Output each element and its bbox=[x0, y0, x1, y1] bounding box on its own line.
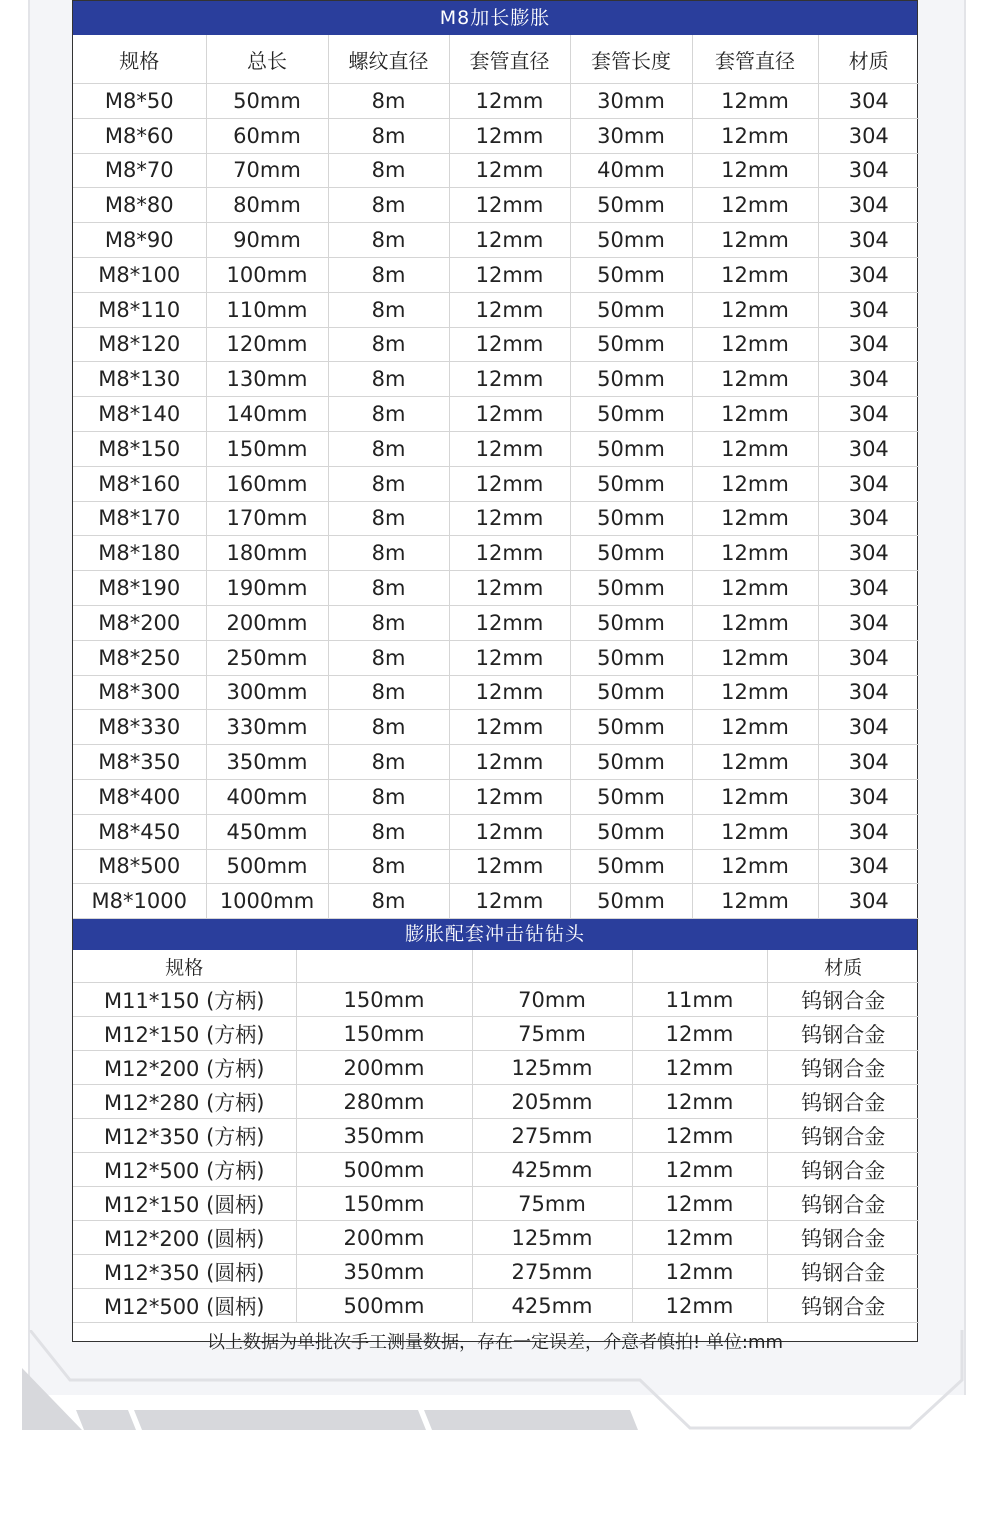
table-cell: 150mm bbox=[296, 1187, 472, 1221]
table-cell: 330mm bbox=[206, 710, 328, 745]
table-cell: 304 bbox=[818, 327, 919, 362]
table-row bbox=[73, 362, 919, 397]
table-row bbox=[73, 501, 919, 536]
table-cell: 130mm bbox=[206, 362, 328, 397]
table-cell: 304 bbox=[818, 571, 919, 606]
table-cell: 12mm bbox=[449, 431, 570, 466]
table-cell: 12mm bbox=[449, 362, 570, 397]
table-row bbox=[73, 292, 919, 327]
table-row bbox=[73, 605, 919, 640]
table-cell: 50mm bbox=[570, 257, 692, 292]
table-row bbox=[73, 1153, 919, 1187]
table-cell: 425mm bbox=[472, 1289, 632, 1323]
table-cell: 12mm bbox=[692, 571, 818, 606]
table1-header-cell: 螺纹直径 bbox=[328, 35, 449, 84]
table-cell: M8*200 bbox=[73, 605, 206, 640]
table-cell: 70mm bbox=[206, 153, 328, 188]
table-cell: 304 bbox=[818, 431, 919, 466]
table-cell: M12*350 (圆柄) bbox=[73, 1255, 296, 1289]
table-cell: 75mm bbox=[472, 1187, 632, 1221]
table-cell: 50mm bbox=[570, 292, 692, 327]
table-cell: 12mm bbox=[449, 327, 570, 362]
table-cell: 8m bbox=[328, 257, 449, 292]
table-cell: 300mm bbox=[206, 675, 328, 710]
table-cell: 12mm bbox=[449, 223, 570, 258]
table-cell: 500mm bbox=[206, 849, 328, 884]
table-cell: 125mm bbox=[472, 1051, 632, 1085]
table-cell: 140mm bbox=[206, 397, 328, 432]
table-cell: M12*500 (方柄) bbox=[73, 1153, 296, 1187]
table-cell: 12mm bbox=[692, 536, 818, 571]
table-cell: 钨钢合金 bbox=[767, 1051, 919, 1085]
table-cell: 8m bbox=[328, 536, 449, 571]
table-cell: M11*150 (方柄) bbox=[73, 983, 296, 1017]
table-cell: 12mm bbox=[449, 153, 570, 188]
table-cell: 304 bbox=[818, 118, 919, 153]
table-row bbox=[73, 983, 919, 1017]
table-cell: 12mm bbox=[449, 779, 570, 814]
table-row bbox=[73, 814, 919, 849]
table-cell: 钨钢合金 bbox=[767, 1289, 919, 1323]
table-cell: 12mm bbox=[449, 466, 570, 501]
table-cell: M12*280 (方柄) bbox=[73, 1085, 296, 1119]
table-cell: 30mm bbox=[570, 118, 692, 153]
table-cell: M8*60 bbox=[73, 118, 206, 153]
table-cell: M8*150 bbox=[73, 431, 206, 466]
table-cell: 12mm bbox=[692, 675, 818, 710]
table-cell: 50mm bbox=[570, 640, 692, 675]
table-cell: 12mm bbox=[449, 257, 570, 292]
table-cell: M8*300 bbox=[73, 675, 206, 710]
table-cell: 12mm bbox=[692, 431, 818, 466]
table-cell: M8*110 bbox=[73, 292, 206, 327]
table-cell: 50mm bbox=[570, 675, 692, 710]
table-cell: 200mm bbox=[206, 605, 328, 640]
table-cell: 304 bbox=[818, 501, 919, 536]
table-cell: M8*500 bbox=[73, 849, 206, 884]
table-cell: 304 bbox=[818, 257, 919, 292]
table-cell: 12mm bbox=[449, 814, 570, 849]
table-cell: 12mm bbox=[692, 814, 818, 849]
table-cell: 50mm bbox=[570, 814, 692, 849]
table2-header-cell bbox=[472, 950, 632, 983]
table-cell: 12mm bbox=[632, 1119, 767, 1153]
table-cell: 钨钢合金 bbox=[767, 1085, 919, 1119]
table-cell: 75mm bbox=[472, 1017, 632, 1051]
table-cell: 50mm bbox=[570, 327, 692, 362]
table-cell: 8m bbox=[328, 292, 449, 327]
table-cell: 12mm bbox=[632, 1187, 767, 1221]
table-cell: M12*200 (圆柄) bbox=[73, 1221, 296, 1255]
table-cell: 50mm bbox=[570, 605, 692, 640]
table-row bbox=[73, 397, 919, 432]
table-cell: 1000mm bbox=[206, 884, 328, 919]
table-cell: 350mm bbox=[296, 1255, 472, 1289]
table-cell: 425mm bbox=[472, 1153, 632, 1187]
table1-title: M8加长膨胀 bbox=[73, 1, 917, 35]
table-cell: 钨钢合金 bbox=[767, 983, 919, 1017]
table-cell: M8*330 bbox=[73, 710, 206, 745]
table-row bbox=[73, 1255, 919, 1289]
table-cell: 304 bbox=[818, 536, 919, 571]
table-cell: 8m bbox=[328, 675, 449, 710]
table-cell: 50mm bbox=[206, 84, 328, 119]
table2-header-row bbox=[73, 950, 919, 983]
table-cell: 50mm bbox=[570, 536, 692, 571]
table-cell: 304 bbox=[818, 849, 919, 884]
table-cell: 304 bbox=[818, 640, 919, 675]
table-row bbox=[73, 1085, 919, 1119]
table-cell: 12mm bbox=[692, 466, 818, 501]
table-cell: 400mm bbox=[206, 779, 328, 814]
table-cell: 80mm bbox=[206, 188, 328, 223]
table-cell: M8*90 bbox=[73, 223, 206, 258]
table-cell: 50mm bbox=[570, 223, 692, 258]
table-cell: M8*250 bbox=[73, 640, 206, 675]
table-cell: 150mm bbox=[296, 983, 472, 1017]
table-cell: M8*160 bbox=[73, 466, 206, 501]
table-row bbox=[73, 1119, 919, 1153]
table2-header-cell: 规格 bbox=[73, 950, 296, 983]
table-cell: 350mm bbox=[296, 1119, 472, 1153]
table-cell: 12mm bbox=[692, 710, 818, 745]
table-cell: 170mm bbox=[206, 501, 328, 536]
table-cell: 12mm bbox=[449, 640, 570, 675]
table-cell: 8m bbox=[328, 118, 449, 153]
table-cell: 70mm bbox=[472, 983, 632, 1017]
table-cell: 12mm bbox=[692, 153, 818, 188]
table-cell: 12mm bbox=[692, 605, 818, 640]
table-cell: 500mm bbox=[296, 1153, 472, 1187]
table-cell: M8*120 bbox=[73, 327, 206, 362]
table-cell: 12mm bbox=[692, 849, 818, 884]
table-cell: 12mm bbox=[449, 501, 570, 536]
table-cell: 50mm bbox=[570, 466, 692, 501]
table-cell: 8m bbox=[328, 397, 449, 432]
table-cell: 50mm bbox=[570, 779, 692, 814]
table-cell: 304 bbox=[818, 188, 919, 223]
table-cell: M8*180 bbox=[73, 536, 206, 571]
table-row bbox=[73, 327, 919, 362]
table-row bbox=[73, 640, 919, 675]
table-cell: 304 bbox=[818, 814, 919, 849]
table-cell: 12mm bbox=[449, 605, 570, 640]
table-row bbox=[73, 1187, 919, 1221]
table-cell: 钨钢合金 bbox=[767, 1255, 919, 1289]
table-row bbox=[73, 188, 919, 223]
table-cell: M8*70 bbox=[73, 153, 206, 188]
table-cell: 8m bbox=[328, 223, 449, 258]
table-cell: 8m bbox=[328, 884, 449, 919]
table-cell: 50mm bbox=[570, 431, 692, 466]
table-row bbox=[73, 1051, 919, 1085]
table-cell: 钨钢合金 bbox=[767, 1017, 919, 1051]
measurement-note: 以上数据为单批次手工测量数据，存在一定误差，介意者慎拍! 单位:mm bbox=[206, 1332, 784, 1354]
table-row bbox=[73, 745, 919, 780]
table-row bbox=[73, 710, 919, 745]
table-row bbox=[73, 571, 919, 606]
table2 bbox=[73, 950, 919, 1323]
table-cell: 500mm bbox=[296, 1289, 472, 1323]
table-cell: 12mm bbox=[632, 1255, 767, 1289]
table2-header-cell bbox=[632, 950, 767, 983]
table-cell: 12mm bbox=[692, 84, 818, 119]
table-cell: 12mm bbox=[692, 327, 818, 362]
table-cell: 12mm bbox=[692, 884, 818, 919]
table-cell: 8m bbox=[328, 501, 449, 536]
table-cell: M8*100 bbox=[73, 257, 206, 292]
table-cell: M8*80 bbox=[73, 188, 206, 223]
table-cell: 11mm bbox=[632, 983, 767, 1017]
table-cell: 12mm bbox=[632, 1221, 767, 1255]
table-cell: 50mm bbox=[570, 397, 692, 432]
table-cell: M12*150 (圆柄) bbox=[73, 1187, 296, 1221]
table-cell: M8*190 bbox=[73, 571, 206, 606]
table-row bbox=[73, 223, 919, 258]
table-cell: 50mm bbox=[570, 362, 692, 397]
table-cell: 8m bbox=[328, 814, 449, 849]
table1-header-cell: 套管长度 bbox=[570, 35, 692, 84]
table-cell: 12mm bbox=[632, 1153, 767, 1187]
table-row bbox=[73, 1017, 919, 1051]
table-cell: 250mm bbox=[206, 640, 328, 675]
table-cell: 12mm bbox=[692, 188, 818, 223]
table-row bbox=[73, 431, 919, 466]
table-cell: 50mm bbox=[570, 501, 692, 536]
table-cell: 304 bbox=[818, 466, 919, 501]
table-cell: 304 bbox=[818, 779, 919, 814]
table-cell: 180mm bbox=[206, 536, 328, 571]
table-cell: 12mm bbox=[449, 675, 570, 710]
table-cell: M8*140 bbox=[73, 397, 206, 432]
table-cell: 304 bbox=[818, 745, 919, 780]
table-cell: M8*1000 bbox=[73, 884, 206, 919]
table-cell: 12mm bbox=[449, 292, 570, 327]
table-cell: 12mm bbox=[632, 1051, 767, 1085]
table-row bbox=[73, 257, 919, 292]
table-cell: 150mm bbox=[296, 1017, 472, 1051]
table-cell: M8*50 bbox=[73, 84, 206, 119]
table-cell: 304 bbox=[818, 605, 919, 640]
table-cell: M8*450 bbox=[73, 814, 206, 849]
table-cell: 40mm bbox=[570, 153, 692, 188]
table-cell: 钨钢合金 bbox=[767, 1221, 919, 1255]
table-cell: 钨钢合金 bbox=[767, 1119, 919, 1153]
table-row bbox=[73, 779, 919, 814]
table-cell: 8m bbox=[328, 779, 449, 814]
table-cell: 50mm bbox=[570, 745, 692, 780]
table2-header-cell: 材质 bbox=[767, 950, 919, 983]
table-cell: 100mm bbox=[206, 257, 328, 292]
table2-header-cell bbox=[296, 950, 472, 983]
table-cell: 200mm bbox=[296, 1221, 472, 1255]
table-cell: 12mm bbox=[449, 536, 570, 571]
table-row bbox=[73, 536, 919, 571]
table-cell: 8m bbox=[328, 362, 449, 397]
table2-title: 膨胀配套冲击钻钻头 bbox=[73, 919, 917, 950]
table-cell: M12*150 (方柄) bbox=[73, 1017, 296, 1051]
table-cell: 8m bbox=[328, 571, 449, 606]
table-cell: 205mm bbox=[472, 1085, 632, 1119]
table-cell: 8m bbox=[328, 84, 449, 119]
table-cell: 12mm bbox=[449, 84, 570, 119]
table-row bbox=[73, 1289, 919, 1323]
table-cell: 350mm bbox=[206, 745, 328, 780]
table-cell: 110mm bbox=[206, 292, 328, 327]
table-cell: 12mm bbox=[449, 884, 570, 919]
table-cell: 190mm bbox=[206, 571, 328, 606]
table-cell: M12*200 (方柄) bbox=[73, 1051, 296, 1085]
table-cell: 125mm bbox=[472, 1221, 632, 1255]
table-cell: 12mm bbox=[632, 1017, 767, 1051]
table1-header-cell: 总长 bbox=[206, 35, 328, 84]
table-row bbox=[73, 1221, 919, 1255]
table-cell: 8m bbox=[328, 327, 449, 362]
table-cell: 12mm bbox=[449, 397, 570, 432]
table-cell: 8m bbox=[328, 710, 449, 745]
table-cell: 304 bbox=[818, 362, 919, 397]
spec-card bbox=[72, 0, 918, 1354]
table-cell: 钨钢合金 bbox=[767, 1187, 919, 1221]
table-cell: 304 bbox=[818, 710, 919, 745]
table-cell: 304 bbox=[818, 292, 919, 327]
table-cell: 304 bbox=[818, 675, 919, 710]
table-cell: 8m bbox=[328, 849, 449, 884]
table-cell: 8m bbox=[328, 745, 449, 780]
table-cell: 30mm bbox=[570, 84, 692, 119]
table1-header-cell: 规格 bbox=[73, 35, 206, 84]
table-cell: 钨钢合金 bbox=[767, 1153, 919, 1187]
table-cell: 50mm bbox=[570, 849, 692, 884]
table-cell: 304 bbox=[818, 223, 919, 258]
table-cell: 8m bbox=[328, 188, 449, 223]
table1-header-cell: 材质 bbox=[818, 35, 919, 84]
table-cell: M8*130 bbox=[73, 362, 206, 397]
table-cell: 8m bbox=[328, 466, 449, 501]
table-cell: 12mm bbox=[449, 849, 570, 884]
table-cell: 12mm bbox=[632, 1085, 767, 1119]
table-cell: 60mm bbox=[206, 118, 328, 153]
table-cell: 304 bbox=[818, 84, 919, 119]
table-cell: 8m bbox=[328, 431, 449, 466]
table-cell: M8*400 bbox=[73, 779, 206, 814]
table-cell: 12mm bbox=[449, 745, 570, 780]
table-cell: 12mm bbox=[692, 397, 818, 432]
table-cell: 120mm bbox=[206, 327, 328, 362]
table-row bbox=[73, 466, 919, 501]
table-cell: 12mm bbox=[632, 1289, 767, 1323]
table-cell: 50mm bbox=[570, 188, 692, 223]
table-cell: M8*350 bbox=[73, 745, 206, 780]
table-row bbox=[73, 84, 919, 119]
table-cell: 12mm bbox=[692, 118, 818, 153]
table1-header-row bbox=[73, 35, 919, 84]
table1-header-cell: 套管直径 bbox=[692, 35, 818, 84]
table-cell: 12mm bbox=[449, 118, 570, 153]
table1 bbox=[73, 35, 919, 919]
table-row bbox=[73, 849, 919, 884]
table-cell: 280mm bbox=[296, 1085, 472, 1119]
table-cell: 50mm bbox=[570, 710, 692, 745]
table-cell: 304 bbox=[818, 884, 919, 919]
table-cell: 450mm bbox=[206, 814, 328, 849]
table-cell: 50mm bbox=[570, 884, 692, 919]
table-cell: 275mm bbox=[472, 1119, 632, 1153]
table-cell: 50mm bbox=[570, 571, 692, 606]
table-cell: 8m bbox=[328, 640, 449, 675]
table1-header-cell: 套管直径 bbox=[449, 35, 570, 84]
table-row bbox=[73, 884, 919, 919]
table-cell: 12mm bbox=[692, 257, 818, 292]
table-cell: 304 bbox=[818, 397, 919, 432]
table-row bbox=[73, 675, 919, 710]
table-cell: 90mm bbox=[206, 223, 328, 258]
table-cell: 12mm bbox=[692, 779, 818, 814]
table-row bbox=[73, 118, 919, 153]
table-cell: 304 bbox=[818, 153, 919, 188]
table-cell: 12mm bbox=[692, 745, 818, 780]
table-cell: 12mm bbox=[692, 640, 818, 675]
table-cell: M8*170 bbox=[73, 501, 206, 536]
table-cell: 8m bbox=[328, 605, 449, 640]
table-cell: 150mm bbox=[206, 431, 328, 466]
table-cell: 12mm bbox=[449, 571, 570, 606]
table-cell: 12mm bbox=[692, 292, 818, 327]
table-cell: 12mm bbox=[692, 362, 818, 397]
table-cell: 200mm bbox=[296, 1051, 472, 1085]
table-row bbox=[73, 153, 919, 188]
table-cell: 160mm bbox=[206, 466, 328, 501]
table-cell: 275mm bbox=[472, 1255, 632, 1289]
table-cell: 12mm bbox=[692, 501, 818, 536]
table-cell: M12*350 (方柄) bbox=[73, 1119, 296, 1153]
table-cell: 12mm bbox=[692, 223, 818, 258]
table-cell: 8m bbox=[328, 153, 449, 188]
table-cell: M12*500 (圆柄) bbox=[73, 1289, 296, 1323]
table-cell: 12mm bbox=[449, 188, 570, 223]
table-cell: 12mm bbox=[449, 710, 570, 745]
